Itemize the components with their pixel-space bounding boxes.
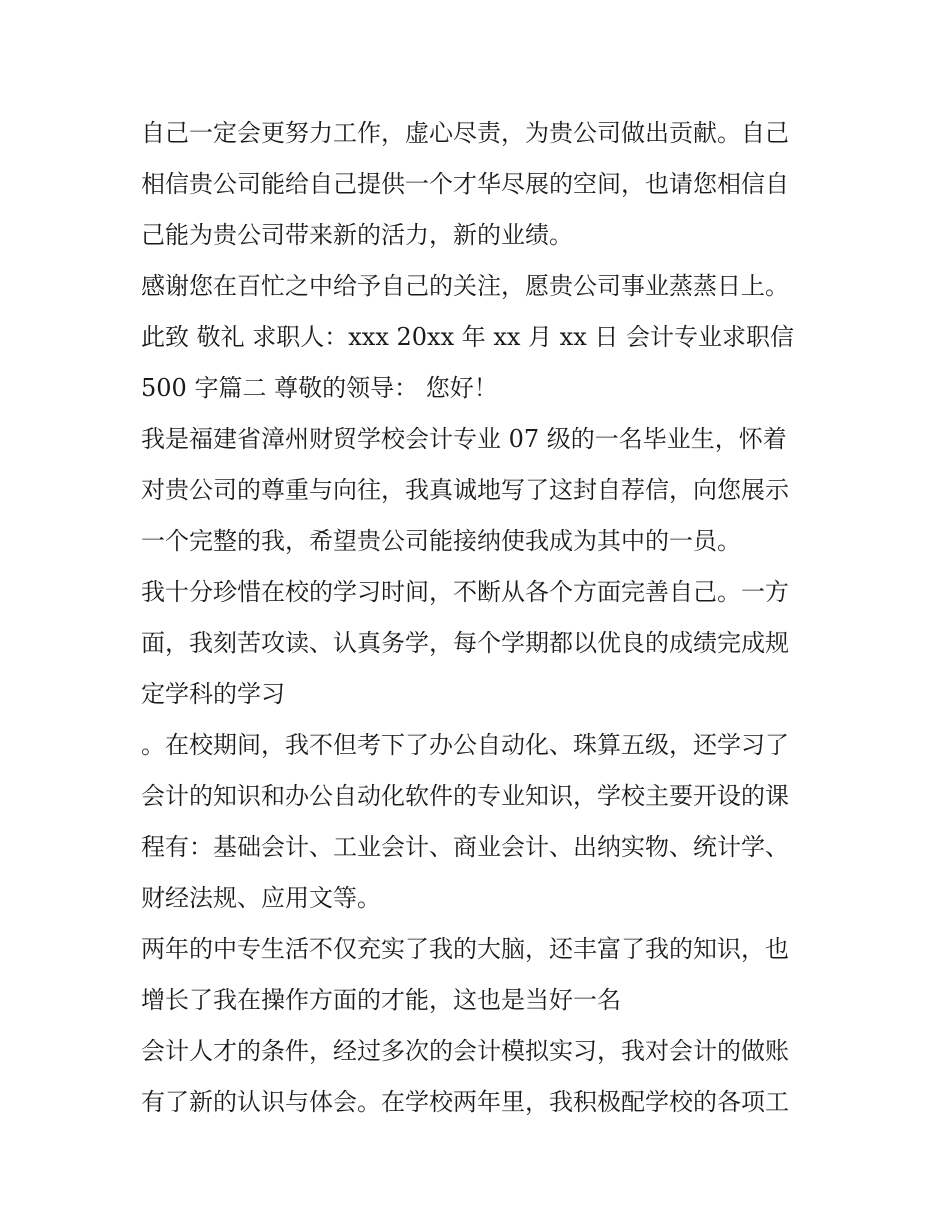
text-line: 财经法规、应用文等。 — [141, 884, 381, 912]
text-line: 定学科的学习 — [141, 680, 285, 708]
text-line: 对贵公司的尊重与向往，我真诚地写了这封自荐信，向您展示 — [141, 476, 789, 504]
text-line: 会计的知识和办公自动化软件的专业知识，学校主要开设的课 — [141, 782, 789, 810]
text-line: 感谢您在百忙之中给予自己的关注，愿贵公司事业蒸蒸日上。 — [141, 272, 789, 300]
text-line: 自己一定会更努力工作，虚心尽责，为贵公司做出贡献。自己 — [141, 119, 789, 147]
text-line: 增长了我在操作方面的才能，这也是当好一名 — [141, 986, 621, 1014]
document-body — [141, 108, 821, 1128]
text-line: 己能为贵公司带来新的活力，新的业绩。 — [141, 221, 573, 249]
text-line: 会计人才的条件，经过多次的会计模拟实习，我对会计的做账 — [141, 1037, 789, 1065]
text-line: 一个完整的我，希望贵公司能接纳使我成为其中的一员。 — [141, 527, 741, 555]
text-line: 我是福建省漳州财贸学校会计专业 07 级的一名毕业生，怀着 — [141, 425, 787, 453]
text-line: 我十分珍惜在校的学习时间，不断从各个方面完善自己。一方 — [141, 578, 789, 606]
text-line: 相信贵公司能给自己提供一个才华尽展的空间，也请您相信自 — [141, 170, 789, 198]
text-line: 。在校期间，我不但考下了办公自动化、珠算五级，还学习了 — [141, 731, 789, 759]
text-line: 程有：基础会计、工业会计、商业会计、出纳实物、统计学、 — [141, 833, 789, 861]
text-line: 面，我刻苦攻读、认真务学，每个学期都以优良的成绩完成规 — [141, 629, 789, 657]
text-line: 有了新的认识与体会。在学校两年里，我积极配学校的各项工 — [141, 1088, 789, 1116]
text-line: 500 字篇二 尊敬的领导： 您好！ — [141, 374, 498, 402]
text-line: 此致 敬礼 求职人：xxx 20xx 年 xx 月 xx 日 会计专业求职信 — [141, 323, 795, 351]
text-line: 两年的中专生活不仅充实了我的大脑，还丰富了我的知识，也 — [141, 935, 789, 963]
